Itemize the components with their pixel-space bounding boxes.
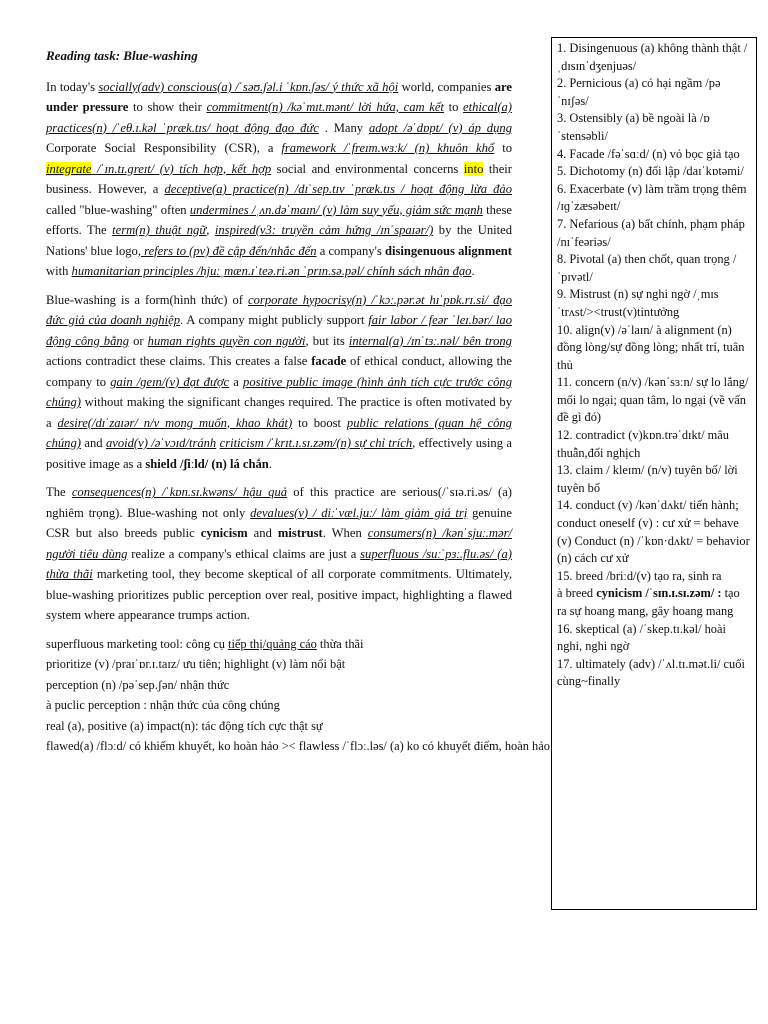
text: these efforts. The xyxy=(46,202,512,237)
text: realize a company's ethical claims are just a xyxy=(127,546,361,561)
vocab-item: 8. Pivotal (a) then chốt, quan trọng /ˈpɪvətl/ xyxy=(557,252,737,284)
page-title: Reading task: Blue-washing xyxy=(46,48,198,63)
note-line: real (a), positive (a) impact(n): tác động tích cực thật sự xyxy=(46,718,323,733)
annotation: humanitarian principles /hjuːˌmæn.ɪˈteə.ri.ən ˈprɪn.sə.pəl/ chính sách nhân đạo xyxy=(71,264,472,278)
annotation: superfluous /suːˈpɜː.flu.əs/ (a) thừa thãi xyxy=(46,546,512,581)
text: thừa thãi xyxy=(316,636,364,651)
text: a xyxy=(229,374,244,389)
annotation: , refers to (pv) đề cập đến/nhắc đến xyxy=(137,243,317,258)
text: , effectively using a positive image as a xyxy=(46,436,512,471)
text: Blue-washing is a form(hình thức) of xyxy=(46,292,249,307)
annotation: consumers(n) /kənˈsjuː.mər/ người tiêu dùng xyxy=(46,526,512,561)
vocab-item: 7. Nefarious (a) bất chính, phạm pháp /nɪˈfeəriəs/ xyxy=(557,216,745,249)
text: The xyxy=(46,485,72,499)
text: tạo ra sự hoang mang, gây hoang mang xyxy=(557,586,740,618)
annotation: human rights quyền con người xyxy=(147,333,306,348)
annotation: /ˈɪn.tɪ.ɡreɪt/ (v) tích hợp, kết hợp xyxy=(91,161,272,176)
text: and xyxy=(80,436,106,450)
vocab-item: 1. Disingenuous (a) không thành thật /ˌdɪsɪnˈdʒenjuəs/ xyxy=(557,41,748,73)
annotation: fair labor / feər ˈleɪ.bər/ lao động công bằng xyxy=(46,313,512,348)
annotation: framework /ˈfreɪm.wɜːk/ (n) khuôn khổ xyxy=(281,141,495,155)
text: and xyxy=(247,526,278,540)
vocab-item: 5. Dichotomy (n) đối lập /daɪˈkɒtəmi/ xyxy=(557,164,744,179)
text: to boost xyxy=(292,415,347,430)
bold-term: cynicism /ˈsɪn.ɪ.sɪ.zəm/ : xyxy=(596,586,722,601)
annotation: corporate hypocrisy(n) /ˈkɔː.pər.ət hɪˈpɒk.rɪ.si/ đạo đức giả của doanh nghiệp xyxy=(46,292,512,327)
text: called "blue-washing" often xyxy=(46,202,190,217)
bold-term: mistrust xyxy=(277,526,323,540)
text: . A company might publicly support xyxy=(180,313,369,327)
text: without making the significant changes required. The practice is often motivated by a xyxy=(46,395,512,430)
vocab-item: 3. Ostensibly (a) bề ngoài là /ɒˈstensəbli/ xyxy=(557,111,710,143)
text: a company's xyxy=(316,243,385,258)
text: to xyxy=(443,100,464,114)
annotation: adopt /əˈdɒpt/ (v) áp dụng xyxy=(368,120,512,135)
annotation: socially(adv) conscious(a) /ˈsəʊ.ʃəl.i ˈkɒn.ʃəs/ ý thức xã hội xyxy=(98,79,399,94)
vocab-item: 12. contradict (v)kɒn.trəˈdɪkt/ mâu thuẫn,đối nghịch xyxy=(557,428,729,460)
note-line xyxy=(46,634,512,655)
vocab-item: 4. Facade /fəˈsɑːd/ (n) vỏ bọc giả tạo xyxy=(557,146,740,161)
bold-term: are under pressure xyxy=(46,79,512,114)
text: of this practice are serious(/ˈsɪə.ri.əs/ (a) nghiêm trọng). Blue-washing not only xyxy=(46,485,512,520)
vocab-item: 11. concern (n/v) /kənˈsɜːn/ sự lo lắng/ mối lo ngại; quan tâm, lo ngại (về vấn đề gì đó) xyxy=(557,375,749,425)
vocab-item xyxy=(557,585,752,620)
annotation: undermines /ˌʌn.dəˈmaɪn/ (v) làm suy yếu, giảm sức mạnh xyxy=(189,202,483,217)
annotation: positive public image (hình ảnh tích cực trước công chúng) xyxy=(46,374,512,409)
paragraph-2 xyxy=(46,290,512,475)
annotation: criticism /ˈkrɪt.ɪ.sɪ.zəm/(n) sự chỉ trích xyxy=(219,436,413,450)
paragraph-1 xyxy=(46,77,512,282)
text: . When xyxy=(322,526,368,540)
text: genuine CSR but also breeds public xyxy=(46,505,512,540)
text: marketing tool, they become skeptical of all corporate commitments. Ultimately, blue-washing prioritizes public perception over real, positive impact, highlighting a flawed system where appearance trumps action. xyxy=(46,567,512,622)
text: to show their xyxy=(128,100,207,114)
text: tiếp thị/quảng cáo xyxy=(228,636,317,651)
vocab-item: 9. Mistrust (n) sự nghi ngờ /ˌmɪsˈtrʌst/><trust(v)tintưởng xyxy=(557,287,719,319)
text: à breed xyxy=(557,586,597,601)
note-line: à puclic perception : nhận thức của công chúng xyxy=(46,698,280,712)
vocab-item: 17. ultimately (adv) /ˈʌl.tɪ.mət.li/ cuối cùng~finally xyxy=(557,656,745,689)
extra-notes xyxy=(46,634,550,757)
annotation: consequences(n) /ˈkɒn.sɪ.kwəns/ hậu quả xyxy=(71,485,288,499)
text: , xyxy=(206,223,215,237)
text: their business. However, a xyxy=(46,161,513,196)
note-line: flawed(a) /flɔːd/ có khiếm khuyết, ko hoàn hảo >< flawless /ˈflɔː.ləs/ (a) ko có khuyết điểm, hoàn hảo xyxy=(46,739,550,753)
text: . xyxy=(268,456,272,471)
text: world, companies xyxy=(398,79,495,94)
annotation: gain /ɡeɪn/(v) đạt được xyxy=(110,374,230,389)
text: superfluous marketing tool: công cụ xyxy=(46,636,229,651)
note-line: perception (n) /pəˈsep.ʃən/ nhận thức xyxy=(46,677,230,692)
highlighted-word: integrate xyxy=(46,161,92,176)
vocabulary-box xyxy=(551,37,757,910)
bold-term: facade xyxy=(311,354,347,368)
text: actions contradict these claims. This creates a false xyxy=(46,354,312,368)
bold-term: cynicism xyxy=(200,526,248,540)
text: social and environmental concerns xyxy=(271,161,464,176)
annotation: inspired(v3: truyền cảm hứng /ɪnˈspaɪər/) xyxy=(214,223,434,237)
text: with xyxy=(46,264,72,278)
text: by the United Nations' blue logo xyxy=(46,223,513,258)
annotation: deceptive(a) practice(n) /dɪˈsep.tɪv ˈpræk.tɪs / hoạt động lừa đảo xyxy=(164,182,512,196)
vocab-item: 14. conduct (v) /kənˈdʌkt/ tiến hành; conduct oneself (v) : cư xử = behave (v) Conduct (n) /ˈkɒn·dʌkt/ = behavior (n) cách cư xử xyxy=(557,498,750,566)
annotation: devalues(v) / diːˈvæl.juː/ làm giảm giá trị xyxy=(250,505,468,520)
text: Corporate Social Responsibility (CSR), a xyxy=(46,141,282,155)
note-line: prioritize (v) /praɪˈɒr.ɪ.taɪz/ ưu tiên; highlight (v) làm nổi bật xyxy=(46,657,346,671)
vocab-item: 13. claim / kleɪm/ (n/v) tuyên bố/ lời tuyên bố xyxy=(557,463,738,495)
text: , but its xyxy=(305,333,349,348)
vocab-item: 15. breed /briːd/(v) tạo ra, sinh ra xyxy=(557,568,722,583)
bold-term: disingenuous alignment xyxy=(384,243,512,258)
text: In today's xyxy=(46,79,99,94)
text: . Many xyxy=(318,120,369,135)
annotation: avoid(v) /əˈvɔɪd/tránh xyxy=(105,436,217,450)
reading-task xyxy=(46,46,550,757)
annotation: public relations (quan hệ công chúng) xyxy=(46,415,512,450)
annotation: desire(/dɪˈzaɪər/ n/v mong muốn, khao khát) xyxy=(57,415,293,430)
text: to xyxy=(494,141,512,155)
highlighted-word: into xyxy=(463,161,484,176)
vocab-item: 2. Pernicious (a) có hại ngầm /pəˈnɪʃəs/ xyxy=(557,76,721,108)
vocab-item: 16. skeptical (a) /ˈskep.tɪ.kəl/ hoài nghi, nghi ngờ xyxy=(557,621,726,654)
annotation: ethical(a) practices(n) /ˈeθ.ɪ.kəl ˈpræk.tɪs/ hoạt động đạo đức xyxy=(46,100,513,135)
bold-term: shield /ʃiːld/ (n) lá chắn xyxy=(145,456,269,471)
paragraph-3 xyxy=(46,482,512,626)
annotation: commitment(n) /kəˈmɪt.mənt/ lời hứa, cam kết xyxy=(206,100,444,114)
annotation: term(n) thuật ngữ xyxy=(112,223,207,237)
vocab-item: 10. align(v) /əˈlaɪn/ à alignment (n) đồng lòng/sự đồng lòng; nhất trí, tuân thủ xyxy=(557,322,745,372)
text: or xyxy=(129,333,148,348)
text: . xyxy=(471,264,475,278)
vocab-item: 6. Exacerbate (v) làm trầm trọng thêm /ɪɡˈzæsəbeɪt/ xyxy=(557,181,747,214)
text: of ethical conduct, allowing the company to xyxy=(46,354,512,389)
annotation: internal(a) /ɪnˈtɜː.nəl/ bên trong xyxy=(348,333,512,348)
